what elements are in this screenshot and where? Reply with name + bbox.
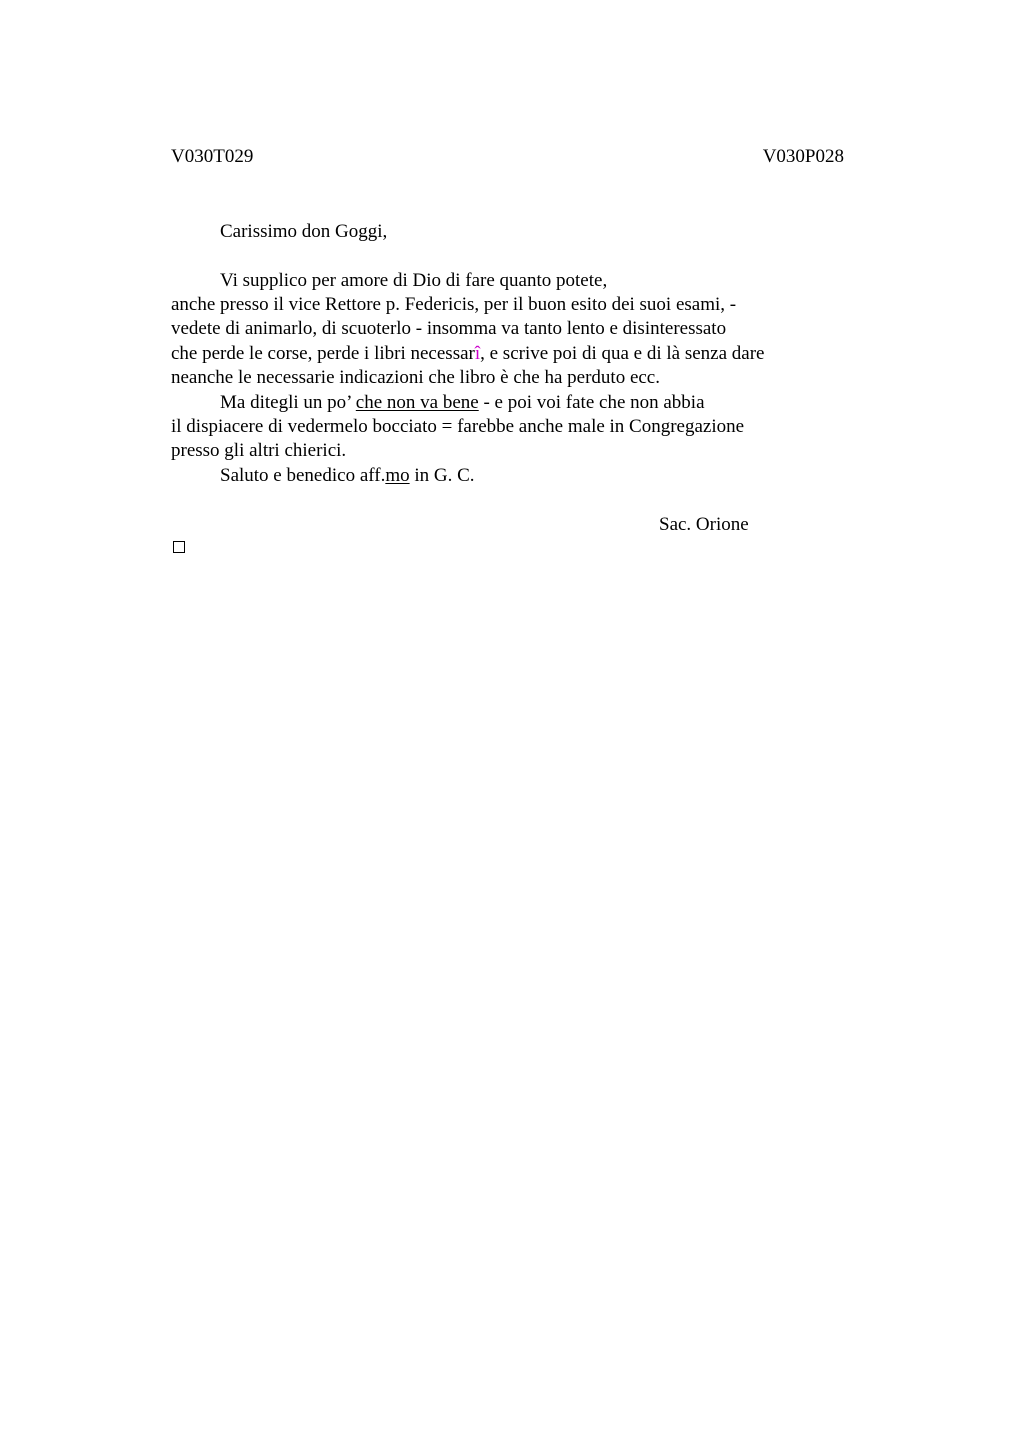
editorial-mark: î — [474, 343, 481, 364]
body-line-6-part-a: Ma ditegli un po’ — [220, 392, 356, 413]
body-line-7: il dispiacere di vedermelo bocciato = farebbe anche male in Congregazione — [171, 416, 745, 437]
body-line-3: vedete di animarlo, di scuoterlo - insomma va tanto lento e disinteressato — [171, 318, 727, 339]
salutation: Carissimo don Goggi, — [220, 221, 388, 242]
body-line-5: neanche le necessarie indicazioni che libro è che ha perduto ecc. — [171, 367, 660, 388]
document-code-right: V030P028 — [762, 146, 844, 167]
body-line-1: Vi supplico per amore di Dio di fare quanto potete, — [220, 270, 608, 291]
body-line-6 — [220, 391, 705, 415]
page-header — [171, 146, 844, 170]
end-of-document-box-icon — [173, 541, 185, 553]
body-line-4-part-a: che perde le corse, perde i libri necessar — [171, 343, 475, 364]
underlined-phrase: che non va bene — [355, 392, 479, 413]
body-line-2: anche presso il vice Rettore p. Federicis, per il buon esito dei suoi esami, - — [171, 294, 737, 315]
underlined-abbreviation: mo — [385, 465, 410, 486]
signature: Sac. Orione — [659, 514, 749, 535]
body-line-4-part-b: , e scrive poi di qua e di là senza dare — [480, 343, 765, 364]
body-line-8: presso gli altri chierici. — [171, 440, 347, 461]
closing-part-a: Saluto e benedico aff. — [220, 465, 386, 486]
body-line-4 — [171, 342, 764, 366]
closing-part-b: in G. C. — [409, 465, 475, 486]
document-code-left: V030T029 — [171, 146, 254, 167]
body-line-6-part-b: - e poi voi fate che non abbia — [478, 392, 705, 413]
closing-line — [220, 464, 475, 488]
